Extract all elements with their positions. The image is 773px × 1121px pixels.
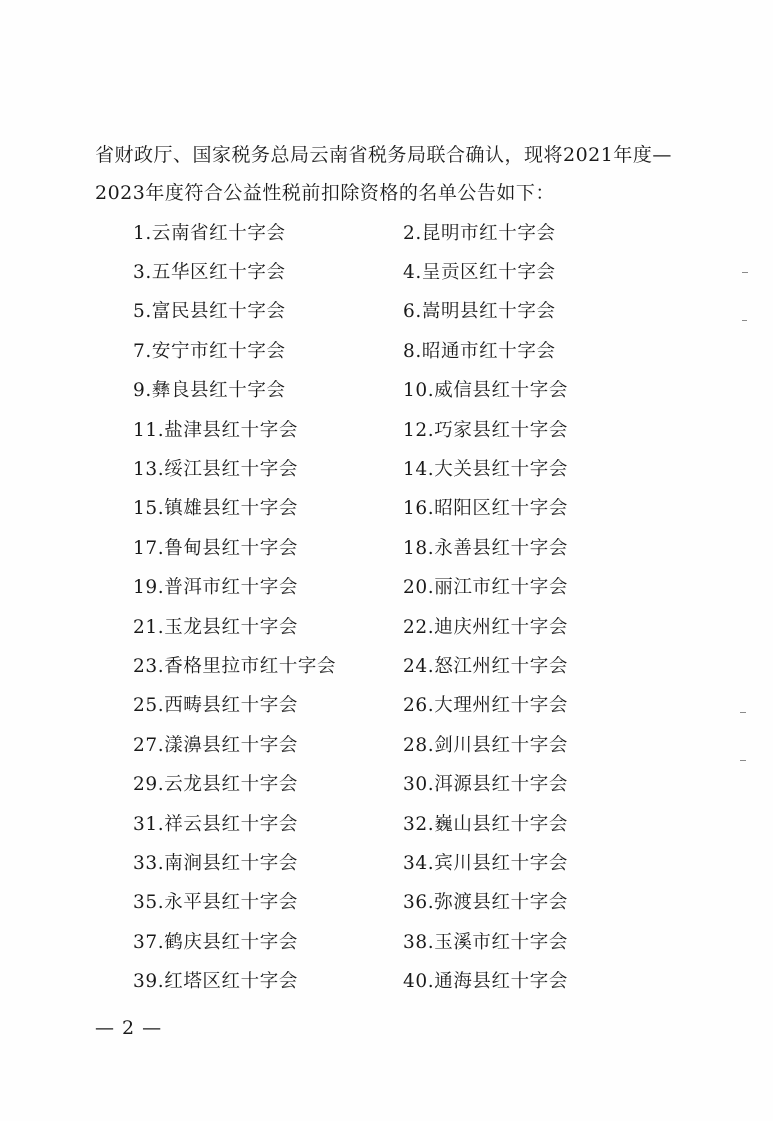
list-row xyxy=(133,251,693,290)
list-item: 7.安宁市红十字会 xyxy=(133,340,286,362)
list-item: 25.西畴县红十字会 xyxy=(133,695,298,717)
list-item: 1.云南省红十字会 xyxy=(133,222,286,244)
page-number: — 2 — xyxy=(95,1017,163,1039)
list-item: 31.祥云县红十字会 xyxy=(133,813,298,835)
list-row xyxy=(133,370,693,409)
list-item: 11.盐津县红十字会 xyxy=(133,419,298,441)
list-item: 37.鹤庆县红十字会 xyxy=(133,931,298,953)
list-row xyxy=(133,291,693,330)
list-item: 8.昭通市红十字会 xyxy=(403,340,556,362)
list-row xyxy=(133,606,693,645)
list-row xyxy=(133,763,693,802)
list-item: 34.宾川县红十字会 xyxy=(403,852,568,874)
list-row xyxy=(133,724,693,763)
list-item: 9.彝良县红十字会 xyxy=(133,380,286,402)
scan-mark xyxy=(742,320,747,321)
list-item: 10.威信县红十字会 xyxy=(403,380,568,402)
list-item: 20.丽江市红十字会 xyxy=(403,577,568,599)
list-item: 15.镇雄县红十字会 xyxy=(133,498,298,520)
list-item: 40.通海县红十字会 xyxy=(403,971,568,993)
list-row xyxy=(133,488,693,527)
list-item: 13.绥江县红十字会 xyxy=(133,459,298,481)
list-item: 3.五华区红十字会 xyxy=(133,262,286,284)
list-item: 2.昆明市红十字会 xyxy=(403,222,556,244)
list-item: 16.昭阳区红十字会 xyxy=(403,498,568,520)
list-item: 5.富民县红十字会 xyxy=(133,301,286,323)
organization-list xyxy=(133,212,693,1000)
list-row xyxy=(133,409,693,448)
list-row xyxy=(133,960,693,999)
list-row xyxy=(133,330,693,369)
list-item: 21.玉龙县红十字会 xyxy=(133,616,298,638)
list-row xyxy=(133,212,693,251)
list-item: 17.鲁甸县红十字会 xyxy=(133,537,298,559)
list-item: 12.巧家县红十字会 xyxy=(403,419,568,441)
list-item: 33.南涧县红十字会 xyxy=(133,852,298,874)
intro-paragraph xyxy=(95,136,705,212)
list-row xyxy=(133,842,693,881)
list-item: 18.永善县红十字会 xyxy=(403,537,568,559)
list-row xyxy=(133,803,693,842)
list-item: 26.大理州红十字会 xyxy=(403,695,568,717)
scan-mark xyxy=(740,760,746,761)
list-item: 36.弥渡县红十字会 xyxy=(403,892,568,914)
list-item: 38.玉溪市红十字会 xyxy=(403,931,568,953)
list-item: 29.云龙县红十字会 xyxy=(133,774,298,796)
scan-mark xyxy=(740,712,746,713)
scan-mark xyxy=(742,272,748,273)
list-item: 24.怒江州红十字会 xyxy=(403,655,568,677)
list-item: 22.迪庆州红十字会 xyxy=(403,616,568,638)
list-item: 4.呈贡区红十字会 xyxy=(403,262,556,284)
list-item: 23.香格里拉市红十字会 xyxy=(133,655,337,677)
list-item: 35.永平县红十字会 xyxy=(133,892,298,914)
list-row xyxy=(133,882,693,921)
list-row xyxy=(133,567,693,606)
list-row xyxy=(133,685,693,724)
list-item: 19.普洱市红十字会 xyxy=(133,577,298,599)
list-item: 14.大关县红十字会 xyxy=(403,459,568,481)
list-item: 28.剑川县红十字会 xyxy=(403,734,568,756)
list-item: 32.巍山县红十字会 xyxy=(403,813,568,835)
list-row xyxy=(133,645,693,684)
intro-line-1: 省财政厅、国家税务总局云南省税务局联合确认，现将2021年度— xyxy=(95,144,672,166)
list-row xyxy=(133,527,693,566)
list-row xyxy=(133,448,693,487)
list-item: 39.红塔区红十字会 xyxy=(133,971,298,993)
list-item: 6.嵩明县红十字会 xyxy=(403,301,556,323)
list-row xyxy=(133,921,693,960)
intro-line-2: 2023年度符合公益性税前扣除资格的名单公告如下： xyxy=(95,182,555,204)
list-item: 27.漾濞县红十字会 xyxy=(133,734,298,756)
list-item: 30.洱源县红十字会 xyxy=(403,774,568,796)
